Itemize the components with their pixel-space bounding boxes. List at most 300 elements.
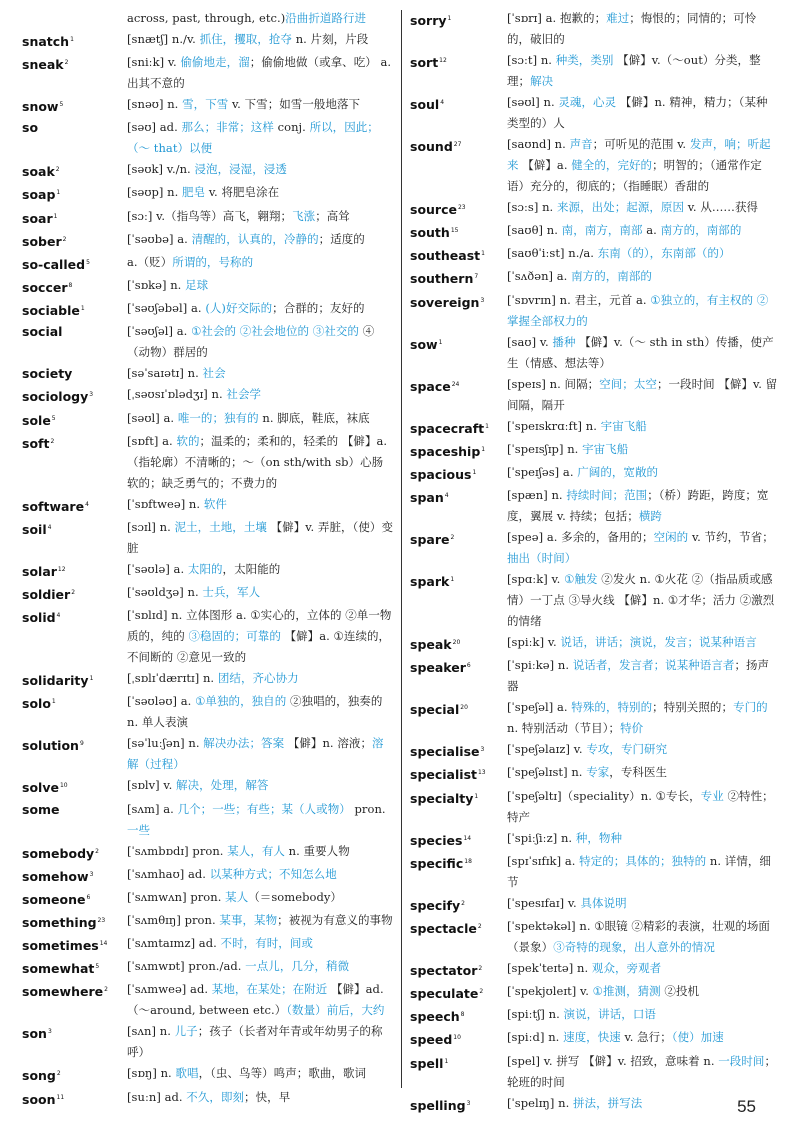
- dictionary-entry: [410, 1051, 778, 1093]
- headword: [22, 494, 127, 517]
- definition-text: ；可听见的范围 v.: [592, 137, 690, 151]
- dictionary-entry: [410, 374, 778, 416]
- definition-text: ，太阳能的: [222, 561, 281, 576]
- highlighted-meaning: 南方的，南部的: [660, 223, 742, 238]
- highlighted-meaning: 灵魂，心灵: [558, 95, 617, 109]
- frequency-count: 11: [56, 1093, 65, 1101]
- headword: [410, 8, 507, 31]
- headword-text: sound: [410, 139, 453, 155]
- highlighted-meaning: 不时，有时，间或: [220, 936, 313, 951]
- definition: [127, 229, 394, 250]
- frequency-count: 1: [53, 212, 58, 220]
- headword: [410, 569, 507, 592]
- headword-text: somewhere: [22, 984, 104, 1000]
- definition-text: [səʊk] v./n.: [127, 162, 195, 177]
- definition-text: conj.: [273, 120, 310, 135]
- highlighted-meaning: 所谓的，号称的: [172, 254, 254, 269]
- headword: [410, 916, 507, 939]
- dictionary-entry: [22, 733, 394, 775]
- frequency-count: 13: [477, 769, 486, 777]
- definition: [127, 408, 394, 429]
- dictionary-entry: [22, 159, 394, 182]
- definition-text: [sʌn] n.: [127, 1024, 175, 1039]
- definition-text: [ˈspeɪsʃɪp] n.: [507, 441, 583, 456]
- definition-text: ②特性；特产: [507, 788, 774, 824]
- definition-text: [ˈsɒvrɪn] n. 君主，元首 a.: [507, 292, 651, 307]
- dictionary-entry: [22, 206, 394, 229]
- frequency-count: 3: [466, 1099, 471, 1107]
- definition-text: [ˈspiːkə] n.: [507, 658, 573, 673]
- headword: [22, 979, 127, 1002]
- definition: [507, 290, 778, 332]
- definition-text: [sɒlv] v.: [127, 778, 177, 793]
- definition-text: ；孩子（长者对年青或年幼男子的称呼）: [127, 1024, 383, 1060]
- definition-text: [ˈsɒlɪd] n. 立体图形 a. ①实心的，立体的 ②单一物质的，纯的: [127, 608, 392, 644]
- headword-text: software: [22, 498, 85, 514]
- frequency-count: 2: [477, 922, 482, 930]
- dictionary-entry: [410, 416, 778, 439]
- highlighted-meaning: ①触发: [564, 572, 598, 587]
- definition: [127, 956, 394, 977]
- definition-text: n. 片刻，片段: [291, 32, 369, 46]
- headword: [22, 159, 127, 182]
- dictionary-entry: [22, 298, 394, 321]
- headword-text: something: [22, 915, 97, 931]
- dictionary-entry: [410, 134, 778, 197]
- headword-text: spacecraft: [410, 420, 485, 436]
- highlighted-meaning: (人)好交际的: [205, 301, 273, 316]
- frequency-count: 2: [478, 964, 483, 972]
- definition-text: a.（贬）: [127, 254, 173, 269]
- frequency-count: 2: [95, 847, 99, 855]
- definition: [507, 786, 778, 828]
- dictionary-entry: [22, 229, 394, 252]
- definition-text: [saʊnd] n.: [507, 137, 570, 151]
- frequency-count: 1: [56, 189, 61, 197]
- definition-text: [ˈsʌmwɒt] pron./ad.: [127, 959, 246, 974]
- definition: [507, 134, 778, 197]
- definition-text: [səʊl] n.: [507, 95, 559, 109]
- headword: [410, 243, 507, 266]
- highlighted-meaning: 软的: [176, 433, 200, 448]
- highlighted-meaning: 某人，有人: [227, 843, 285, 858]
- definition-text: [ˌsɒlɪˈdærɪtɪ] n.: [127, 671, 218, 686]
- headword: [22, 733, 127, 756]
- definition-text: （＝somebody）: [248, 889, 342, 904]
- headword: [22, 52, 127, 75]
- highlighted-meaning: （数量）前后，大约: [286, 1003, 385, 1018]
- definition-text: [ˈsɒkə] n.: [127, 278, 186, 293]
- definition: [127, 605, 394, 668]
- frequency-count: 7: [474, 273, 479, 281]
- frequency-count: 12: [439, 57, 447, 64]
- highlighted-meaning: 清醒的，认真的，冷静的: [191, 231, 319, 246]
- headword-text: specific: [410, 855, 464, 871]
- headword: [410, 527, 507, 550]
- highlighted-meaning: 社会: [202, 366, 226, 381]
- dictionary-entry: [22, 1021, 394, 1063]
- frequency-count: 2: [71, 589, 76, 597]
- dictionary-entry: [22, 29, 394, 52]
- highlighted-meaning: 宇宙飞船: [582, 441, 629, 456]
- highlighted-meaning: 飞涨: [292, 208, 316, 223]
- headword: [22, 117, 127, 138]
- definition-text: 【僻】v. 弄脏，（使）变脏: [127, 519, 394, 555]
- headword-text: soccer: [22, 280, 68, 296]
- dictionary-entry: [22, 691, 394, 733]
- headword: [410, 50, 507, 73]
- definition: [507, 1051, 778, 1093]
- definition: [127, 979, 394, 1021]
- definition-text: [ˈsʌmbɒdɪ] pron.: [127, 843, 228, 858]
- headword-text: speech: [410, 1009, 460, 1025]
- definition: [127, 559, 394, 580]
- headword: [22, 408, 127, 431]
- definition: [127, 117, 394, 159]
- highlighted-meaning: ③稳固的；可靠的: [188, 629, 281, 644]
- dictionary-entry: [22, 94, 394, 117]
- headword: [410, 828, 507, 851]
- headword-text: spell: [410, 1055, 444, 1071]
- headword-text: speed: [410, 1032, 453, 1048]
- highlighted-meaning: 那么；非常；这样: [181, 120, 274, 135]
- definition-text: [ˈspesɪfaɪ] v.: [507, 895, 581, 910]
- headword: [22, 517, 127, 540]
- highlighted-meaning: 某人: [225, 889, 249, 904]
- definition: [507, 851, 778, 893]
- dictionary-entry: [22, 841, 394, 864]
- dictionary-entry: [410, 916, 778, 958]
- highlighted-meaning: 以某种方式；不知怎么地: [209, 866, 337, 881]
- highlighted-meaning: 特价: [620, 721, 644, 736]
- definition-text: ；温柔的；柔和的，轻柔的 【僻】a.（指轮廓）不清晰的；～（on sth/with sb）心肠软的；缺乏勇气的；不费力的: [127, 433, 388, 490]
- headword: [22, 956, 127, 979]
- dictionary-entry: [410, 981, 778, 1004]
- highlighted-meaning: 特殊的，特别的: [571, 700, 653, 715]
- headword-text: someone: [22, 891, 86, 907]
- highlighted-meaning: 空闲的: [653, 530, 689, 545]
- frequency-count: 2: [450, 534, 455, 542]
- frequency-count: 1: [447, 15, 452, 22]
- definition: [127, 1021, 394, 1063]
- dictionary-entry: [410, 1093, 778, 1116]
- definition-text: [sɔːs] n.: [507, 200, 557, 214]
- definition: [127, 799, 394, 841]
- definition-text: [ˈsʌmwʌn] pron.: [127, 889, 226, 904]
- dictionary-entry: [410, 197, 778, 220]
- frequency-count: 20: [460, 704, 468, 712]
- definition: [507, 197, 778, 218]
- definition: [127, 298, 394, 319]
- definition-text: [snəʊ] n.: [127, 97, 183, 112]
- frequency-count: 1: [481, 250, 485, 258]
- definition: [127, 384, 394, 405]
- headword-text: soldier: [22, 587, 71, 603]
- dictionary-entry: [410, 8, 778, 50]
- definition-text: [saʊθˈiːst] n./a.: [507, 246, 598, 261]
- definition-text: [saʊ] v.: [507, 334, 553, 349]
- dictionary-entry: [410, 92, 778, 134]
- definition-text: [ˈsəʊbə] a.: [127, 231, 192, 246]
- headword-text: sociology: [22, 389, 89, 405]
- definition-text: v. 下雪；如雪一般地落下: [228, 97, 361, 112]
- dictionary-entry: [22, 864, 394, 887]
- headword: [22, 1063, 127, 1086]
- definition: [127, 159, 394, 180]
- definition-text: [səʊp] n.: [127, 185, 183, 200]
- headword: [22, 384, 127, 407]
- definition: [127, 910, 394, 931]
- highlighted-meaning: 宇宙飞船: [600, 418, 647, 433]
- headword: [410, 1027, 507, 1050]
- definition: [127, 431, 394, 494]
- headword-text: sole: [22, 412, 51, 428]
- definition-text: [spiːk] v.: [507, 635, 561, 650]
- headword-text: spectacle: [410, 921, 477, 937]
- definition-text: [ˈsəʊldʒə] n.: [127, 585, 203, 600]
- definition-text: ②发火 n. ①火花 ②（指品质或感情）一丁点 ③导火线 【僻】n. ①才华；活力 ②激烈的情绪: [507, 572, 775, 629]
- headword: [22, 841, 127, 864]
- highlighted-meaning: 不久，即刻: [186, 1089, 245, 1104]
- definition-text: [ˌsəʊsɪˈɒlədʒɪ] n.: [127, 387, 227, 402]
- highlighted-meaning: ①社会的 ②社会地位的 ③社交的: [191, 324, 359, 339]
- definition-text: ；扬声器: [507, 658, 770, 694]
- frequency-count: 2: [479, 988, 484, 996]
- dictionary-entry: [22, 605, 394, 668]
- highlighted-meaning: 士兵，军人: [202, 585, 261, 600]
- frequency-count: 2: [50, 437, 55, 445]
- dictionary-entry: [22, 582, 394, 605]
- definition-text: 【僻】v.（～ sth in sth）传播，使产生（情感、想法等）: [507, 334, 774, 370]
- dictionary-entry: [410, 569, 778, 632]
- highlighted-meaning: 南方的，南部的: [571, 269, 652, 284]
- headword-text: source: [410, 202, 457, 218]
- frequency-count: 10: [453, 1034, 461, 1042]
- dictionary-entry: [22, 1063, 394, 1086]
- dictionary-entry: [22, 956, 394, 979]
- definition: [507, 739, 778, 760]
- definition-text: [sɔɪl] n.: [127, 519, 175, 534]
- definition: [507, 569, 778, 632]
- highlighted-meaning: 雪，下雪: [182, 97, 229, 112]
- headword-text: soft: [22, 435, 50, 451]
- highlighted-meaning: 团结，齐心协力: [217, 671, 299, 686]
- headword-text: species: [410, 832, 463, 848]
- frequency-count: 3: [480, 296, 485, 304]
- headword-text: special: [410, 702, 460, 718]
- highlighted-meaning: 偷偷地走，溜: [180, 55, 250, 70]
- definition-text: [ˈspeɪskrɑːft] n.: [507, 418, 601, 433]
- definition-text: ；被视为有意义的事物: [277, 912, 393, 927]
- highlighted-meaning: 解决办法；答案: [203, 736, 285, 751]
- headword-text: soon: [22, 1091, 56, 1107]
- dictionary-entry: [22, 559, 394, 582]
- definition-text: [saʊθ] n.: [507, 223, 562, 238]
- frequency-count: 1: [444, 1057, 449, 1065]
- dictionary-entry: [410, 697, 778, 739]
- headword: [22, 605, 127, 628]
- frequency-count: 5: [51, 414, 56, 422]
- definition-text: [sɒŋ] n.: [127, 1066, 176, 1081]
- highlighted-meaning: 拼法，拼写法: [573, 1095, 643, 1110]
- frequency-count: 15: [450, 227, 459, 235]
- headword-text: soar: [22, 210, 53, 226]
- definition-text: [ˈspeʃəltɪ]（speciality）n. ①专长，: [507, 788, 701, 803]
- frequency-count: 14: [99, 940, 108, 948]
- headword-text: song: [22, 1068, 56, 1084]
- dictionary-entry: [410, 243, 778, 266]
- dictionary-entry: [22, 910, 394, 933]
- headword: [410, 1004, 507, 1027]
- headword-text: so-called: [22, 257, 86, 273]
- headword-text: sort: [410, 55, 439, 71]
- frequency-count: 1: [472, 468, 477, 476]
- definition-text: [sɔːt] n.: [507, 53, 556, 67]
- headword-text: south: [410, 225, 450, 241]
- dictionary-entry: [410, 655, 778, 697]
- dictionary-entry: [22, 799, 394, 841]
- headword: [22, 668, 127, 691]
- definition: [507, 485, 778, 527]
- frequency-count: 6: [466, 662, 471, 670]
- dictionary-entry: [410, 50, 778, 92]
- frequency-count: 3: [89, 870, 94, 878]
- highlighted-meaning: 几个；一些；有些；某（人或物）: [177, 801, 351, 816]
- dictionary-entry: [410, 439, 778, 462]
- headword: [410, 632, 507, 655]
- highlighted-meaning: （使）加速: [671, 1030, 724, 1045]
- definition: [507, 462, 778, 483]
- frequency-count: 14: [463, 834, 472, 842]
- definition: [507, 92, 778, 134]
- definition: [507, 332, 778, 374]
- dictionary-entry: [22, 182, 394, 205]
- definition-text: [spiːd] n.: [507, 1030, 564, 1045]
- column-divider: [401, 10, 402, 1088]
- highlighted-meaning: 肥皂: [182, 185, 206, 200]
- definition-text: [spiːtʃ] n.: [507, 1007, 564, 1022]
- headword-text: spelling: [410, 1097, 466, 1113]
- headword-text: solution: [22, 738, 79, 754]
- headword-text: spark: [410, 574, 450, 590]
- frequency-count: 3: [480, 746, 485, 754]
- definition: [507, 243, 778, 264]
- definition-text: [ˈspektəkəl] n. ①眼镜 ②精彩的表演，壮观的场面（景象）: [507, 918, 770, 954]
- definition: [127, 775, 394, 796]
- highlighted-meaning: 泥土，土地，土壤: [174, 519, 267, 534]
- frequency-count: 24: [451, 380, 460, 388]
- page-number: 55: [737, 1097, 756, 1116]
- headword: [410, 762, 507, 785]
- headword-text: soil: [22, 522, 47, 538]
- highlighted-meaning: 一段时间: [718, 1053, 765, 1068]
- definition: [507, 762, 778, 783]
- headword: [410, 893, 507, 916]
- definition-text: [ˈsəʊʃəl] a.: [127, 324, 192, 339]
- definition-text: [ˈspeʃəlɪst] n.: [507, 765, 587, 780]
- highlighted-meaning: 唯一的；独有的: [177, 410, 259, 425]
- headword: [410, 92, 507, 115]
- frequency-count: 1: [481, 445, 486, 453]
- frequency-count: 3: [89, 391, 94, 399]
- headword-text: southeast: [410, 248, 481, 264]
- headword: [410, 697, 507, 720]
- headword-text: spacious: [410, 467, 472, 483]
- definition-text: [səʊ] ad.: [127, 120, 182, 135]
- highlighted-meaning: 专攻，专门研究: [586, 742, 668, 757]
- frequency-count: 2: [64, 59, 69, 67]
- headword: [22, 582, 127, 605]
- definition: [127, 94, 394, 115]
- highlighted-meaning: 软件: [203, 496, 227, 511]
- highlighted-meaning: 种类，类别: [555, 53, 614, 67]
- highlighted-meaning: 来源，出处；起源，原因: [556, 200, 685, 214]
- definition-text: n. 重要人物: [284, 843, 350, 858]
- dictionary-entry: [410, 851, 778, 893]
- headword-text: somehow: [22, 868, 89, 884]
- definition: [507, 828, 778, 849]
- headword-text: speculate: [410, 986, 479, 1002]
- definition-text: [ˈspiːʃiːz] n.: [507, 830, 576, 845]
- dictionary-entry: [22, 321, 394, 363]
- definition-text: n. 特别活动（节目）；: [507, 721, 621, 736]
- headword-text: so: [22, 120, 39, 136]
- headword: [410, 485, 507, 508]
- frequency-count: 12: [57, 565, 66, 573]
- highlighted-meaning: 解决，处理，解答: [176, 778, 269, 793]
- definition: [507, 893, 778, 914]
- frequency-count: 2: [461, 899, 465, 907]
- dictionary-entry: [22, 8, 394, 29]
- frequency-count: 1: [70, 36, 74, 43]
- dictionary-entry: [22, 408, 394, 431]
- definition: [507, 374, 778, 416]
- definition: [127, 933, 394, 954]
- definition-text: [ˈsʌmweə] ad.: [127, 982, 212, 997]
- definition: [507, 439, 778, 460]
- headword: [22, 933, 127, 956]
- frequency-count: 20: [452, 639, 461, 647]
- definition-text: ，（虫、鸟等）鸣声；歌曲，歌词: [198, 1066, 367, 1081]
- headword: [410, 958, 507, 981]
- highlighted-meaning: 某事，某物: [219, 912, 278, 927]
- highlighted-meaning: ①单独的，独自的: [195, 694, 287, 709]
- headword: [410, 374, 507, 397]
- highlighted-meaning: 某地，在某处；在附近: [211, 982, 328, 997]
- headword: [410, 462, 507, 485]
- frequency-count: 4: [56, 612, 61, 620]
- headword-text: soul: [410, 97, 440, 113]
- headword: [22, 887, 127, 910]
- headword: [22, 691, 127, 714]
- highlighted-meaning: 专家: [586, 765, 610, 780]
- highlighted-meaning: 一点儿，几分，稍微: [245, 959, 350, 974]
- dictionary-entry: [410, 290, 778, 332]
- headword: [22, 275, 127, 298]
- frequency-count: 23: [97, 916, 106, 924]
- headword-text: snow: [22, 99, 59, 115]
- definition-text: [ˈsʌmtaɪmz] ad.: [127, 936, 221, 951]
- definition: [127, 29, 394, 50]
- definition-text: ；（桥）跨距，跨度；宽度，翼展 v. 持续；包括；: [507, 488, 769, 524]
- definition-text: ；悔恨的；同情的；可怜的，破旧的: [507, 11, 757, 46]
- dictionary-entry: [410, 786, 778, 828]
- highlighted-meaning: 专门的: [733, 700, 768, 715]
- definition: [127, 363, 394, 384]
- highlighted-meaning: 横跨: [638, 509, 662, 524]
- definition: [127, 1063, 394, 1084]
- headword-text: solid: [22, 610, 56, 626]
